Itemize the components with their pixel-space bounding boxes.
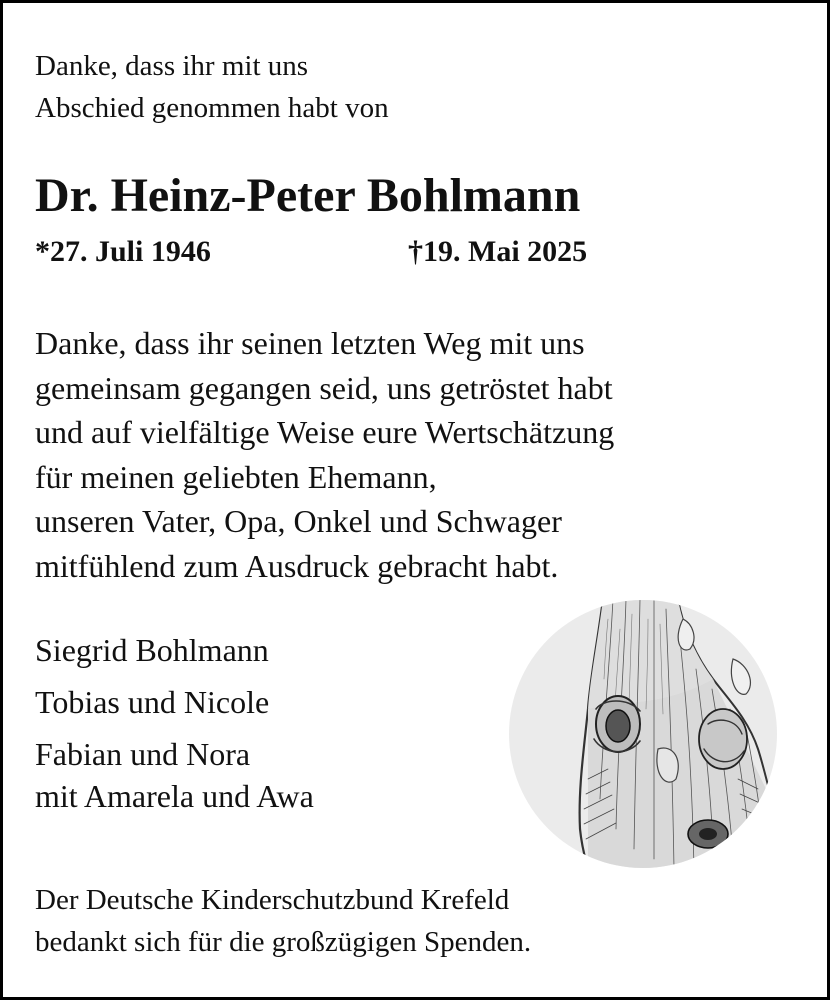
family-member-fabian: Fabian und Nora: [35, 736, 251, 772]
thank-you-message: [35, 321, 755, 588]
family-signatures: [35, 629, 314, 817]
message-line: unseren Vater, Opa, Onkel und Schwager: [35, 503, 562, 539]
message-line: Danke, dass ihr seinen letzten Weg mit uns: [35, 325, 585, 361]
birth-date: *27. Juli 1946: [35, 235, 211, 268]
intro-text: [35, 45, 735, 129]
intro-line-2: Abschied genommen habt von: [35, 92, 389, 124]
closing-line-1: Der Deutsche Kinderschutzbund Krefeld: [35, 884, 510, 916]
family-member-fabian-children: mit Amarela und Awa: [35, 778, 314, 814]
tree-bark-drawing-icon: [508, 599, 778, 869]
deceased-name: Dr. Heinz-Peter Bohlmann: [35, 169, 581, 222]
closing-line-2: bedankt sich für die großzügigen Spenden.: [35, 926, 532, 958]
family-member-siegrid: Siegrid Bohlmann: [35, 632, 269, 668]
message-line: mitfühlend zum Ausdruck gebracht habt.: [35, 547, 559, 584]
message-line: und auf vielfältige Weise eure Wertschätzung: [35, 414, 615, 450]
closing-text: [35, 879, 531, 963]
death-date: †19. Mai 2025: [408, 235, 588, 268]
message-line: gemeinsam gegangen seid, uns getröstet habt: [35, 369, 613, 406]
family-member-tobias: Tobias und Nicole: [35, 684, 270, 720]
intro-line-1: Danke, dass ihr mit uns: [35, 50, 309, 82]
message-line: für meinen geliebten Ehemann,: [35, 458, 437, 495]
